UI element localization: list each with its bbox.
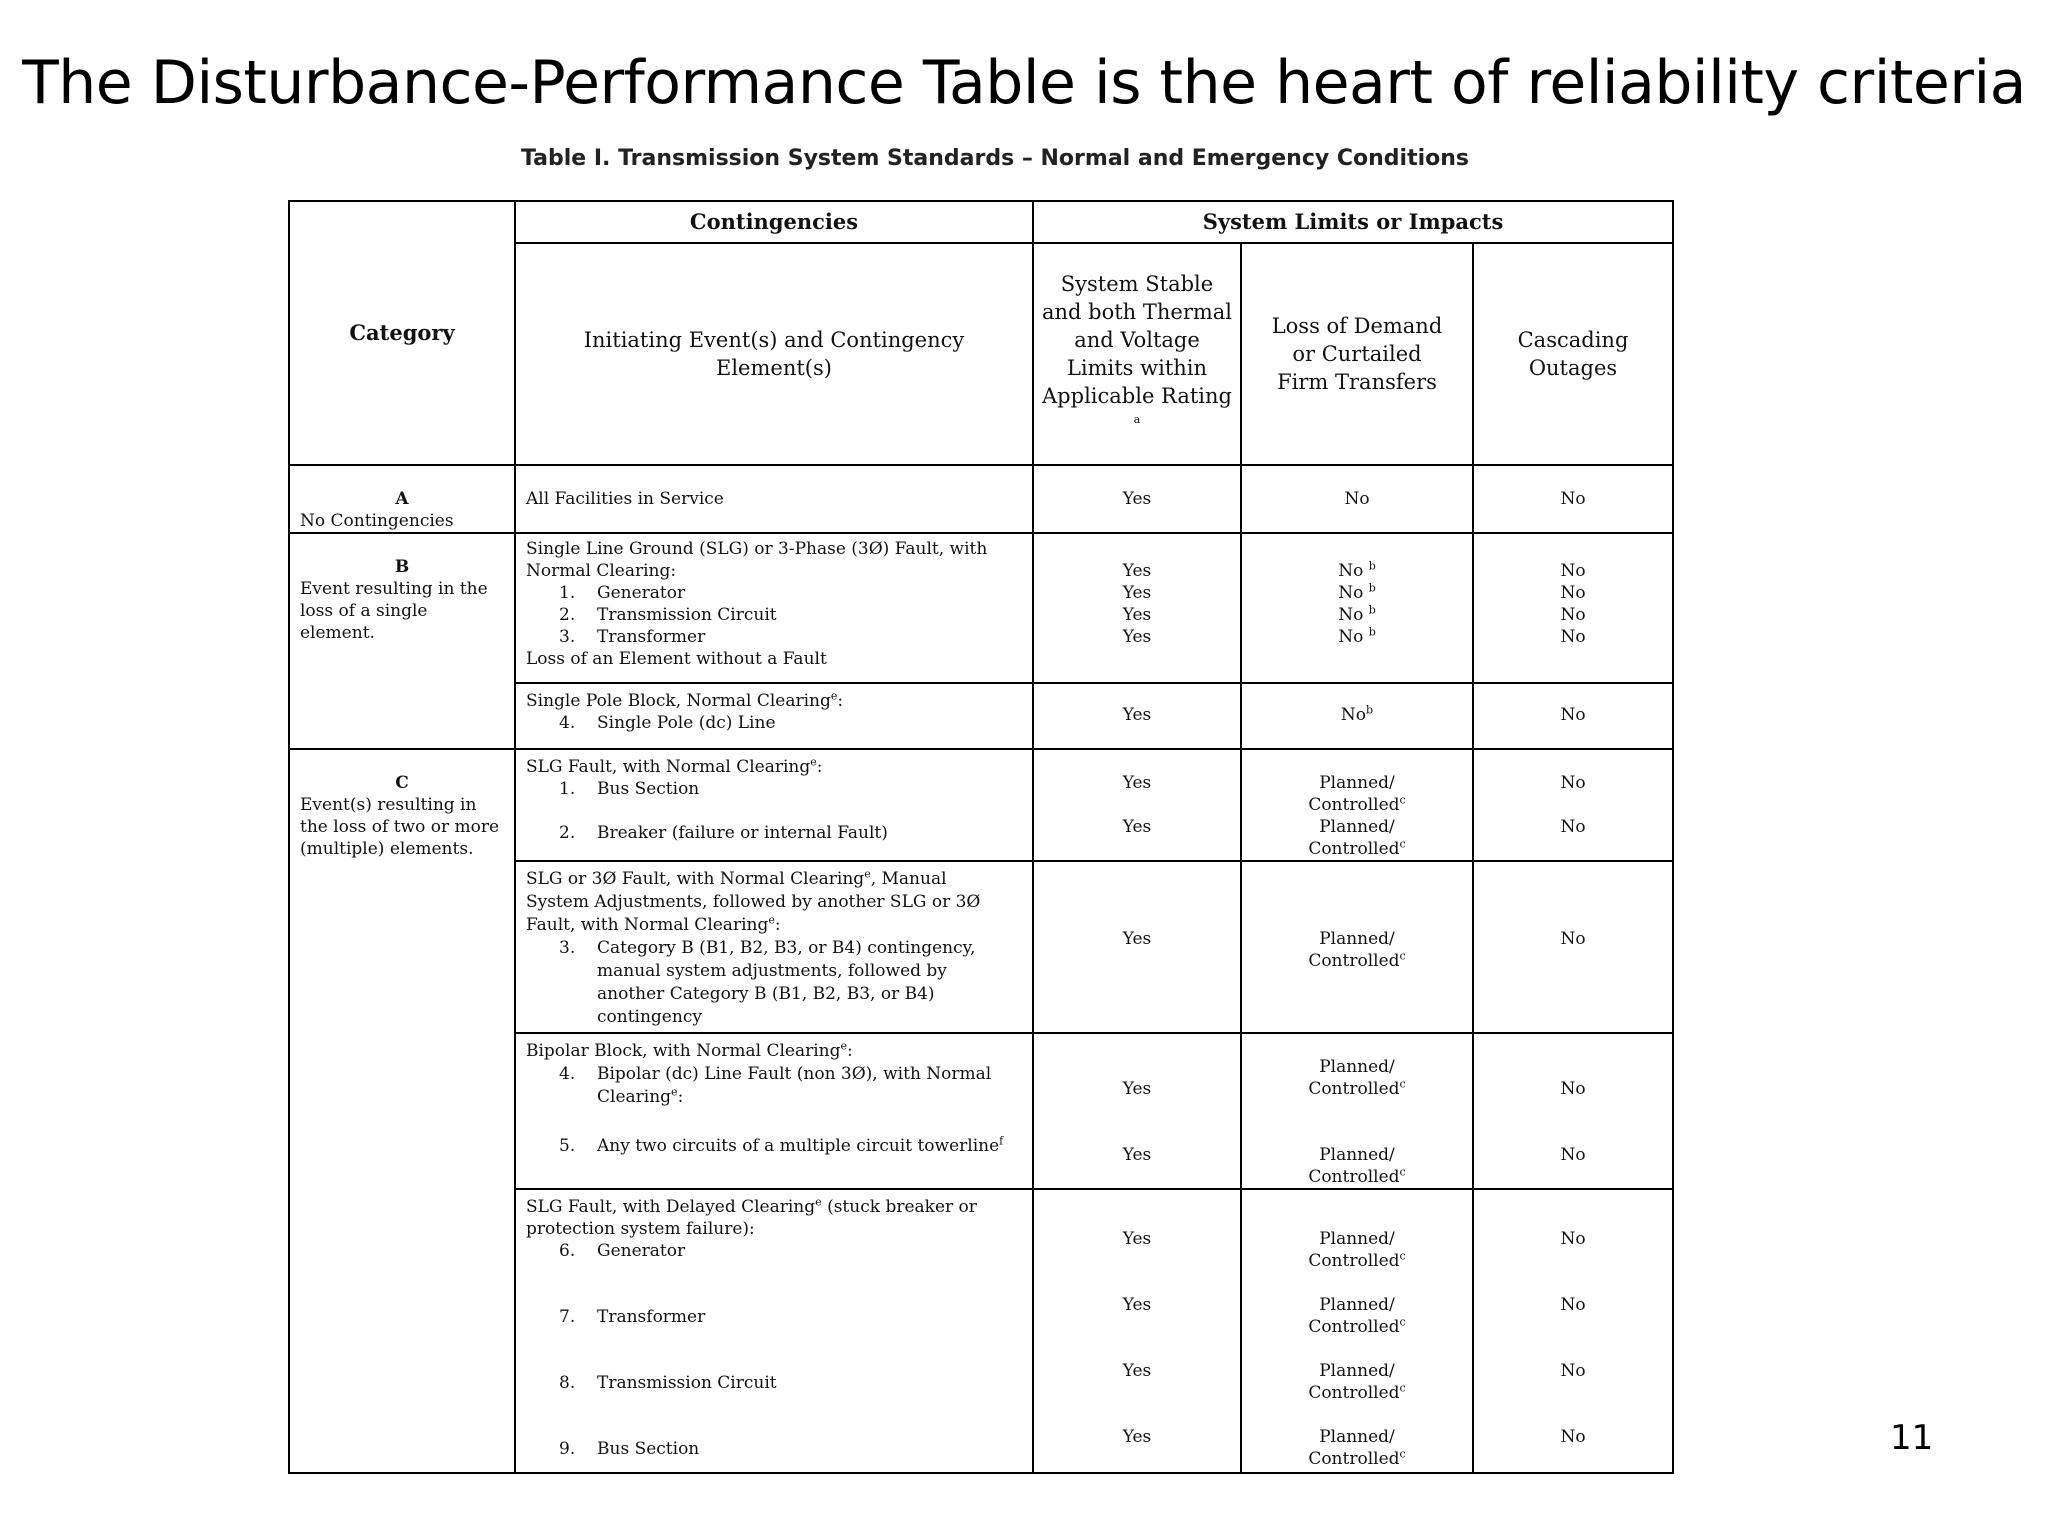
loss-of-demand-header-text: Loss of Demand or Curtailed Firm Transfers bbox=[1271, 314, 1443, 394]
loss-of-demand-header bbox=[1241, 243, 1473, 465]
event-heading-suffix: : bbox=[837, 691, 844, 711]
demand-note: b bbox=[1368, 603, 1376, 617]
table-caption: Table I. Transmission System Standards – Normal and Emergency Conditions bbox=[520, 146, 1470, 171]
event-heading-note: e bbox=[768, 913, 775, 927]
event-cell bbox=[515, 533, 1033, 683]
stable-value: Yes bbox=[1122, 1295, 1152, 1315]
event-heading: SLG or 3Ø Fault, with Normal Clearing bbox=[526, 869, 865, 889]
cascading-value: No bbox=[1560, 1229, 1586, 1249]
demand-value: No bbox=[1338, 605, 1364, 625]
demand-value: No bbox=[1338, 583, 1364, 603]
cascading-cell bbox=[1473, 683, 1673, 749]
event-heading-note: e bbox=[815, 1195, 822, 1209]
cascading-value: No bbox=[1560, 773, 1586, 793]
initiating-event-header bbox=[515, 243, 1033, 465]
event-heading: Bipolar Block, with Normal Clearing bbox=[526, 1041, 841, 1061]
event-heading-suffix: (stuck breaker or bbox=[821, 1197, 977, 1217]
event-item bbox=[526, 1240, 1022, 1262]
demand-line-wrap bbox=[1252, 950, 1462, 972]
cascading-value: No bbox=[1560, 489, 1586, 509]
event-item bbox=[526, 778, 1022, 800]
demand-line: Planned/ bbox=[1319, 1229, 1395, 1249]
item-note: e bbox=[671, 1085, 678, 1099]
event-item bbox=[526, 1063, 1022, 1086]
item-text-cont-wrap bbox=[526, 1086, 1022, 1109]
cascading-cell bbox=[1473, 1033, 1673, 1189]
event-heading-note: e bbox=[840, 1039, 847, 1053]
table-row bbox=[289, 533, 1673, 683]
demand-value: No bbox=[1338, 627, 1364, 647]
demand-value: No bbox=[1344, 489, 1370, 509]
cascading-value: No bbox=[1560, 561, 1586, 581]
category-b-desc: Event resulting in the loss of a single element. bbox=[300, 579, 488, 643]
event-cell bbox=[515, 1189, 1033, 1473]
stable-value: Yes bbox=[1122, 627, 1152, 647]
cascading-header-text: Cascading Outages bbox=[1517, 328, 1629, 380]
demand-line-wrap bbox=[1252, 1166, 1462, 1188]
demand-line: Planned/ bbox=[1319, 1145, 1395, 1165]
category-c-letter: C bbox=[395, 773, 409, 793]
item-note: f bbox=[999, 1134, 1004, 1148]
demand-cell bbox=[1241, 1189, 1473, 1473]
event-heading-wrap bbox=[526, 690, 1022, 712]
demand-line: Planned/ bbox=[1319, 1057, 1395, 1077]
stable-value: Yes bbox=[1122, 1145, 1152, 1165]
category-a-desc: No Contingencies bbox=[300, 511, 454, 531]
demand-note: c bbox=[1399, 1249, 1406, 1263]
cascading-value: No bbox=[1560, 817, 1586, 837]
event-heading-suffix: : bbox=[816, 757, 823, 777]
event-heading-cont: Fault, with Normal Clearing bbox=[526, 915, 769, 935]
stable-value: Yes bbox=[1122, 1361, 1152, 1381]
demand-line-wrap bbox=[1252, 1316, 1462, 1338]
cascading-cell bbox=[1473, 465, 1673, 533]
item-number: 1. bbox=[559, 583, 576, 603]
item-number: 7. bbox=[559, 1307, 576, 1327]
event-cell bbox=[515, 465, 1033, 533]
event-cell bbox=[515, 1033, 1033, 1189]
cascading-value: No bbox=[1560, 1079, 1586, 1099]
category-a-letter: A bbox=[395, 489, 409, 509]
demand-note: c bbox=[1399, 1447, 1406, 1461]
cascading-cell bbox=[1473, 861, 1673, 1033]
table-row bbox=[289, 749, 1673, 861]
item-number: 4. bbox=[559, 1064, 576, 1084]
category-a-cell bbox=[289, 465, 515, 533]
demand-line: Controlled bbox=[1308, 1167, 1400, 1187]
item-text: Bus Section bbox=[597, 1439, 700, 1459]
item-number: 4. bbox=[559, 713, 576, 733]
event-heading: Single Line Ground (SLG) or 3-Phase (3Ø) Fault, with bbox=[526, 539, 988, 559]
demand-note: b bbox=[1368, 625, 1376, 639]
demand-line: Planned/ bbox=[1319, 817, 1395, 837]
contingencies-header: Contingencies bbox=[515, 201, 1033, 243]
event-heading-cont: protection system failure): bbox=[526, 1219, 755, 1239]
item-text: Bipolar (dc) Line Fault (non 3Ø), with Normal bbox=[597, 1064, 992, 1084]
demand-line: Controlled bbox=[1308, 951, 1400, 971]
event-heading-wrap bbox=[526, 1040, 1022, 1063]
event-item bbox=[526, 712, 1022, 734]
demand-value-wrap bbox=[1252, 560, 1462, 582]
demand-cell bbox=[1241, 533, 1473, 683]
demand-cell bbox=[1241, 1033, 1473, 1189]
demand-line-wrap bbox=[1252, 1382, 1462, 1404]
item-number: 2. bbox=[559, 823, 576, 843]
stable-cell bbox=[1033, 749, 1241, 861]
demand-line-wrap bbox=[1252, 1078, 1462, 1100]
demand-line: Planned/ bbox=[1319, 929, 1395, 949]
item-text: Transmission Circuit bbox=[597, 1373, 777, 1393]
demand-cell bbox=[1241, 465, 1473, 533]
demand-note: b bbox=[1368, 581, 1376, 595]
item-number: 5. bbox=[559, 1136, 576, 1156]
event-cell bbox=[515, 683, 1033, 749]
category-header: Category bbox=[289, 201, 515, 465]
cascading-cell bbox=[1473, 533, 1673, 683]
system-stable-header-text: System Stable and both Thermal and Voltage Limits within Applicable Rating bbox=[1041, 272, 1233, 408]
event-item bbox=[526, 1372, 1022, 1394]
demand-line: Controlled bbox=[1308, 1449, 1400, 1469]
stable-value: Yes bbox=[1122, 817, 1152, 837]
category-b-letter: B bbox=[394, 557, 410, 577]
event-item bbox=[526, 822, 1022, 844]
demand-line: Planned/ bbox=[1319, 773, 1395, 793]
demand-line: Controlled bbox=[1308, 795, 1400, 815]
item-text: Transformer bbox=[597, 627, 706, 647]
demand-line-wrap bbox=[1252, 1448, 1462, 1470]
item-number: 8. bbox=[559, 1373, 576, 1393]
cascading-value: No bbox=[1560, 1295, 1586, 1315]
page-number: 11 bbox=[1890, 1418, 1934, 1458]
demand-line: Planned/ bbox=[1319, 1361, 1395, 1381]
demand-line: Controlled bbox=[1308, 1317, 1400, 1337]
demand-value: No bbox=[1338, 561, 1364, 581]
cascading-cell bbox=[1473, 749, 1673, 861]
event-item bbox=[526, 582, 1022, 604]
stable-cell bbox=[1033, 683, 1241, 749]
demand-note: c bbox=[1399, 837, 1406, 851]
stable-value: Yes bbox=[1122, 583, 1152, 603]
demand-line: Controlled bbox=[1308, 839, 1400, 859]
event-heading-suffix: : bbox=[847, 1041, 853, 1061]
demand-line-wrap bbox=[1252, 838, 1462, 860]
demand-line: Controlled bbox=[1308, 1079, 1400, 1099]
system-stable-note: a bbox=[1133, 413, 1141, 426]
cascading-value: No bbox=[1560, 627, 1586, 647]
category-b-cell bbox=[289, 533, 515, 749]
event-heading-note: e bbox=[810, 755, 817, 769]
item-text-cont: Clearing bbox=[597, 1087, 672, 1107]
event-heading: SLG Fault, with Normal Clearing bbox=[526, 757, 811, 777]
cascading-value: No bbox=[1560, 605, 1586, 625]
demand-note: b bbox=[1366, 703, 1374, 717]
stable-value: Yes bbox=[1122, 929, 1152, 949]
event-item bbox=[526, 1438, 1022, 1460]
demand-line-wrap bbox=[1252, 1250, 1462, 1272]
category-c-desc: Event(s) resulting in the loss of two or more (multiple) elements. bbox=[300, 795, 500, 859]
stable-cell bbox=[1033, 861, 1241, 1033]
demand-note: c bbox=[1399, 793, 1406, 807]
item-number: 1. bbox=[559, 779, 576, 799]
demand-cell bbox=[1241, 683, 1473, 749]
stable-value: Yes bbox=[1122, 1427, 1152, 1447]
demand-note: c bbox=[1399, 949, 1406, 963]
demand-line: Controlled bbox=[1308, 1383, 1400, 1403]
system-stable-header bbox=[1033, 243, 1241, 465]
item-suffix: : bbox=[677, 1087, 684, 1107]
event-cell bbox=[515, 861, 1033, 1033]
cascading-value: No bbox=[1560, 1427, 1586, 1447]
item-number: 3. bbox=[559, 627, 576, 647]
category-c-cell bbox=[289, 749, 515, 1473]
stable-cell bbox=[1033, 533, 1241, 683]
event-heading-suffix: , Manual bbox=[870, 869, 947, 889]
demand-value-wrap bbox=[1252, 582, 1462, 604]
demand-value: No bbox=[1340, 705, 1367, 725]
event-item bbox=[526, 604, 1022, 626]
stable-value: Yes bbox=[1122, 1079, 1152, 1099]
item-text: Generator bbox=[597, 1241, 686, 1261]
item-text: Category B (B1, B2, B3, or B4) contingency, bbox=[597, 938, 976, 958]
event-item bbox=[526, 1135, 1022, 1158]
item-text: Bus Section bbox=[597, 779, 700, 799]
stable-value: Yes bbox=[1122, 773, 1152, 793]
event-heading-wrap bbox=[526, 756, 1022, 778]
event-heading-wrap bbox=[526, 868, 1022, 891]
demand-note: c bbox=[1399, 1077, 1406, 1091]
stable-value: Yes bbox=[1122, 605, 1152, 625]
cascading-value: No bbox=[1560, 929, 1586, 949]
table-row bbox=[289, 465, 1673, 533]
event-heading-wrap bbox=[526, 1196, 1022, 1218]
event-item bbox=[526, 937, 1022, 960]
demand-note: b bbox=[1368, 559, 1376, 573]
stable-cell bbox=[1033, 465, 1241, 533]
demand-value-wrap bbox=[1252, 604, 1462, 626]
event-heading: Single Pole Block, Normal Clearing bbox=[526, 691, 831, 711]
demand-line: Planned/ bbox=[1319, 1295, 1395, 1315]
event-item bbox=[526, 1306, 1022, 1328]
demand-cell bbox=[1241, 861, 1473, 1033]
demand-note: c bbox=[1399, 1381, 1406, 1395]
event-heading-cont: System Adjustments, followed by another SLG or 3Ø bbox=[526, 892, 981, 912]
event-heading-suffix: : bbox=[774, 915, 781, 935]
cascading-value: No bbox=[1560, 705, 1586, 725]
item-number: 2. bbox=[559, 605, 576, 625]
cascading-header bbox=[1473, 243, 1673, 465]
item-text: Any two circuits of a multiple circuit towerline bbox=[597, 1136, 1000, 1156]
event-heading-wrap bbox=[526, 914, 1022, 937]
stable-value: Yes bbox=[1122, 1229, 1152, 1249]
event-footer: Loss of an Element without a Fault bbox=[526, 649, 827, 669]
event-cell bbox=[515, 749, 1033, 861]
slide-title: The Disturbance-Performance Table is the heart of reliability criteria bbox=[22, 48, 2026, 118]
demand-line: Controlled bbox=[1308, 1251, 1400, 1271]
transmission-standards-table bbox=[288, 200, 1674, 1474]
item-text: Breaker (failure or internal Fault) bbox=[597, 823, 888, 843]
event-heading-note: e bbox=[830, 689, 838, 703]
item-number: 6. bbox=[559, 1241, 576, 1261]
event-heading: SLG Fault, with Delayed Clearing bbox=[526, 1197, 816, 1217]
stable-value: Yes bbox=[1122, 561, 1152, 581]
item-text-cont: another Category B (B1, B2, B3, or B4) bbox=[597, 984, 935, 1004]
system-limits-header: System Limits or Impacts bbox=[1033, 201, 1673, 243]
demand-cell bbox=[1241, 749, 1473, 861]
event-text: All Facilities in Service bbox=[526, 489, 724, 509]
item-text: Generator bbox=[597, 583, 686, 603]
item-text-cont: manual system adjustments, followed by bbox=[597, 961, 947, 981]
demand-line: Planned/ bbox=[1319, 1427, 1395, 1447]
cascading-value: No bbox=[1560, 583, 1586, 603]
event-heading-note: e bbox=[864, 867, 871, 881]
stable-value: Yes bbox=[1122, 489, 1152, 509]
item-text: Transformer bbox=[597, 1307, 706, 1327]
stable-cell bbox=[1033, 1189, 1241, 1473]
cascading-cell bbox=[1473, 1189, 1673, 1473]
stable-cell bbox=[1033, 1033, 1241, 1189]
demand-value-wrap bbox=[1252, 626, 1462, 648]
event-heading-cont: Normal Clearing: bbox=[526, 561, 677, 581]
event-item bbox=[526, 626, 1022, 648]
item-text: Single Pole (dc) Line bbox=[597, 713, 776, 733]
item-number: 9. bbox=[559, 1439, 576, 1459]
item-text-cont: contingency bbox=[597, 1007, 702, 1027]
initiating-event-header-text: Initiating Event(s) and Contingency Element(s) bbox=[583, 328, 965, 380]
demand-line-wrap bbox=[1252, 794, 1462, 816]
item-number: 3. bbox=[559, 938, 576, 958]
cascading-value: No bbox=[1560, 1145, 1586, 1165]
cascading-value: No bbox=[1560, 1361, 1586, 1381]
demand-note: c bbox=[1399, 1165, 1406, 1179]
stable-value: Yes bbox=[1122, 705, 1152, 725]
item-text: Transmission Circuit bbox=[597, 605, 777, 625]
demand-note: c bbox=[1399, 1315, 1406, 1329]
